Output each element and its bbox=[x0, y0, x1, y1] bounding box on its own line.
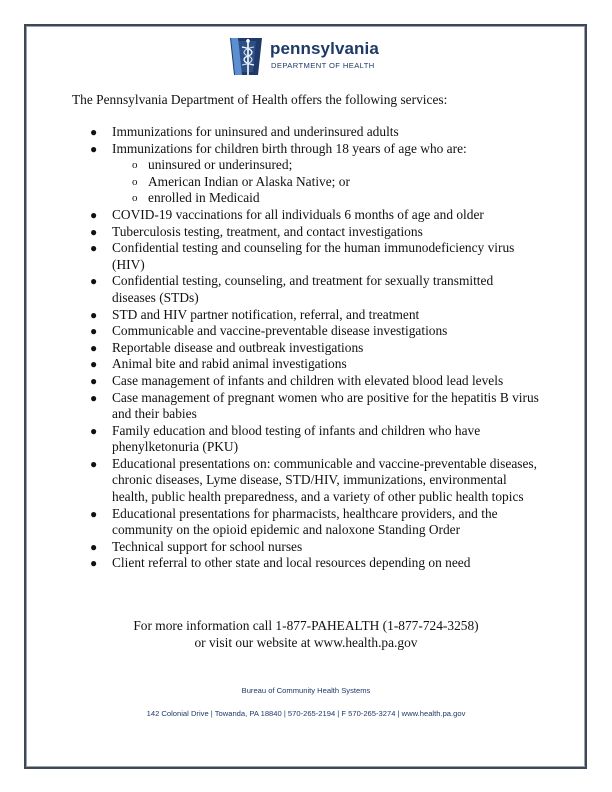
bullet-icon: ● bbox=[90, 224, 98, 239]
sub-item: o uninsured or underinsured; bbox=[132, 157, 293, 173]
service-item: ● Reportable disease and outbreak investigations bbox=[90, 339, 364, 355]
service-item: ● Animal bite and rabid animal investigations bbox=[90, 356, 347, 372]
bullet-icon: ● bbox=[90, 456, 98, 471]
service-item: ● Confidential testing, counseling, and treatment for sexually transmitted diseases (STDs) bbox=[90, 273, 494, 305]
service-item: ● Confidential testing and counseling for the human immunodeficiency virus (HIV) bbox=[90, 240, 515, 272]
service-item: ● Tuberculosis testing, treatment, and contact investigations bbox=[90, 223, 423, 239]
service-item: ● Family education and blood testing of infants and children who have phenylketonuria (PKU) bbox=[90, 422, 481, 455]
sub-item: o American Indian or Alaska Native; or bbox=[132, 173, 350, 189]
bullet-icon: ● bbox=[90, 506, 98, 521]
bullet-icon: ● bbox=[90, 207, 98, 222]
bullet-icon: ● bbox=[90, 556, 98, 571]
intro-text: The Pennsylvania Department of Health offers the following services: bbox=[72, 92, 448, 107]
bullet-icon: ● bbox=[90, 141, 98, 156]
bullet-icon: ● bbox=[90, 357, 98, 372]
bullet-icon: ● bbox=[90, 340, 98, 355]
circle-bullet-icon: o bbox=[132, 192, 138, 205]
service-item: ● COVID-19 vaccinations for all individuals 6 months of age and older bbox=[90, 206, 484, 222]
service-item: ● Educational presentations on: communicable and vaccine-preventable diseases, chronic diseases, Lyme disease, STD/HIV, immunizations, environmental health, public health preparedness, and a variety of other public health topics bbox=[90, 455, 537, 505]
bullet-icon: ● bbox=[90, 423, 98, 438]
bullet-icon: ● bbox=[90, 539, 98, 554]
website-line: or visit our website at www.health.pa.gov bbox=[194, 635, 418, 650]
services-list bbox=[90, 124, 540, 572]
keystone-caduceus-icon bbox=[228, 35, 268, 77]
phone-line: For more information call 1-877-PAHEALTH (1-877-724-3258) bbox=[133, 618, 479, 633]
service-item: ● Case management of infants and children with elevated blood lead levels bbox=[90, 372, 504, 388]
children-sublist bbox=[112, 157, 540, 207]
service-item: ● Case management of pregnant women who are positive for the hepatitis B virus and their babies bbox=[90, 389, 539, 422]
service-item: ● Client referral to other state and local resources depending on need bbox=[90, 555, 471, 571]
logo-department: DEPARTMENT OF HEALTH bbox=[271, 61, 375, 70]
service-item: ● Educational presentations for pharmacists, healthcare providers, and the community on the opioid epidemic and naloxone Standing Order bbox=[90, 505, 498, 538]
bullet-icon: ● bbox=[90, 373, 98, 388]
circle-bullet-icon: o bbox=[132, 175, 138, 188]
circle-bullet-icon: o bbox=[132, 159, 138, 172]
logo-wordmark: pennsylvania bbox=[270, 39, 379, 58]
bullet-icon: ● bbox=[90, 125, 98, 139]
bullet-icon: ● bbox=[90, 241, 98, 256]
bullet-icon: ● bbox=[90, 274, 98, 289]
pa-health-logo bbox=[228, 35, 388, 77]
bullet-icon: ● bbox=[90, 324, 98, 339]
service-item: ● Immunizations for uninsured and underinsured adults bbox=[90, 124, 399, 139]
service-item: ● Technical support for school nurses bbox=[90, 538, 303, 554]
bullet-icon: ● bbox=[90, 390, 98, 405]
bureau-name: Bureau of Community Health Systems bbox=[241, 686, 371, 695]
footer-address: 142 Colonial Drive | Towanda, PA 18840 | 570-265-2194 | F 570-265-3274 | www.health.pa.gov bbox=[146, 709, 466, 718]
service-item: ● Communicable and vaccine-preventable disease investigations bbox=[90, 323, 448, 339]
service-item: ● Immunizations for children birth through 18 years of age who are: o uninsured or underinsured; o American Indian or Alaska Native; or o enrolled in Medicaid bbox=[90, 141, 540, 207]
sub-item: o enrolled in Medicaid bbox=[132, 190, 260, 206]
contact-info bbox=[100, 617, 512, 651]
bullet-icon: ● bbox=[90, 307, 98, 322]
service-item: ● STD and HIV partner notification, referral, and treatment bbox=[90, 306, 420, 322]
